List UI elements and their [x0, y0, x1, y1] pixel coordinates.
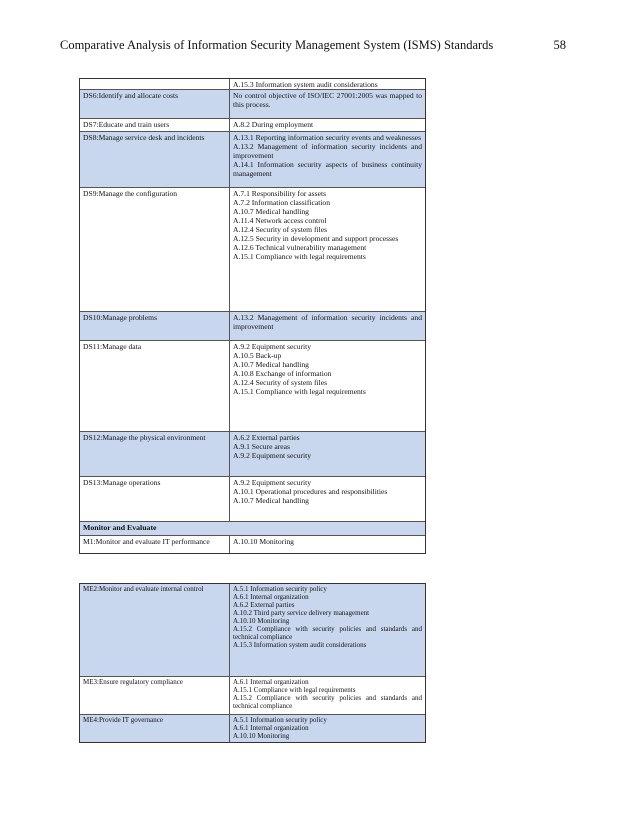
control-item: A.10.10 Monitoring: [233, 732, 290, 740]
control-item: A.5.1 Information security policy: [233, 585, 327, 593]
control-item: A.12.4 Security of system files: [233, 378, 328, 387]
control-item: A.15.1 Compliance with legal requirements: [233, 252, 366, 261]
table-row: [80, 535, 425, 553]
process-cell: ME3:Ensure regulatory compliance: [80, 677, 230, 714]
control-item: A.10.7 Medical handling: [233, 496, 309, 505]
control-item: A.9.2 Equipment security: [233, 342, 312, 351]
control-item: A.10.10 Monitoring: [233, 617, 290, 625]
control-item: A.15.3 Information system audit considerations: [233, 641, 367, 649]
control-item: A.11.4 Network access control: [233, 216, 327, 225]
page-header: [60, 35, 566, 55]
process-cell: ME2:Monitor and evaluate internal control: [80, 584, 230, 676]
document-title: Comparative Analysis of Information Security Management System (ISMS) Standards: [60, 37, 494, 52]
control-item: A.10.2 Third party service delivery management: [233, 609, 370, 617]
controls-cell: [230, 677, 425, 714]
controls-cell: [230, 119, 425, 131]
controls-cell: [230, 90, 425, 118]
control-item: A.10.7 Medical handling: [233, 207, 309, 216]
control-item: A.14.1 Information security aspects of business continuity management: [233, 160, 422, 178]
control-item: A.6.1 Internal organization: [233, 724, 309, 732]
control-item: A.10.5 Back-up: [233, 351, 282, 360]
control-item: A.15.1 Compliance with legal requirements: [233, 387, 366, 396]
control-item: A.7.2 Information classification: [233, 198, 331, 207]
control-item: No control objective of ISO/IEC 27001:2005 was mapped to this process.: [233, 91, 422, 109]
controls-cell: [230, 188, 425, 311]
table-row: [80, 676, 425, 714]
control-item: A.6.1 Internal organization: [233, 593, 309, 601]
control-item: A.13.2 Management of information security incidents and improvement: [233, 142, 422, 160]
control-item: A.12.4 Security of system files: [233, 225, 328, 234]
controls-cell: [230, 432, 425, 476]
process-cell: ME4:Provide IT governance: [80, 715, 230, 742]
control-item: A.6.1 Internal organization: [233, 678, 309, 686]
control-item: A.6.2 External parties: [233, 433, 300, 442]
mapping-table-1: [79, 78, 426, 554]
table-row: [80, 311, 425, 340]
controls-cell: [230, 79, 425, 89]
control-item: A.12.6 Technical vulnerability management: [233, 243, 367, 252]
page-number: 58: [553, 37, 566, 52]
control-item: A.10.8 Exchange of information: [233, 369, 332, 378]
control-item: A.15.3 Information system audit considerations: [233, 80, 378, 89]
process-cell: DS6:Identify and allocate costs: [80, 90, 230, 118]
controls-cell: [230, 341, 425, 431]
process-cell: DS8:Manage service desk and incidents: [80, 132, 230, 187]
control-item: A.8.2 During employment: [233, 120, 314, 129]
controls-cell: [230, 715, 425, 742]
mapping-table-2: [79, 583, 426, 743]
control-item: A.15.1 Compliance with legal requirements: [233, 686, 356, 694]
control-item: A.9.1 Secure areas: [233, 442, 290, 451]
controls-cell: [230, 312, 425, 340]
table-row: [80, 131, 425, 187]
control-item: A.5.1 Information security policy: [233, 716, 327, 724]
control-item: A.10.1 Operational procedures and responsibilities: [233, 487, 388, 496]
table-row: [80, 89, 425, 118]
table-row: [80, 714, 425, 742]
control-item: A.12.5 Security in development and support processes: [233, 234, 399, 243]
controls-cell: [230, 536, 425, 553]
controls-cell: [230, 477, 425, 521]
control-item: A.13.2 Management of information security incidents and improvement: [233, 313, 422, 331]
control-item: A.7.1 Responsibility for assets: [233, 189, 327, 198]
process-cell: DS12:Manage the physical environment: [80, 432, 230, 476]
section-heading: Monitor and Evaluate: [83, 523, 157, 532]
control-item: A.10.10 Monitoring: [233, 537, 294, 546]
control-item: A.9.2 Equipment security: [233, 478, 312, 487]
control-item: A.10.7 Medical handling: [233, 360, 309, 369]
process-cell: DS11:Manage data: [80, 341, 230, 431]
table-row: [80, 118, 425, 131]
control-item: A.13.1 Reporting information security events and weaknesses: [233, 133, 422, 142]
controls-cell: [230, 132, 425, 187]
table-row: [80, 79, 425, 89]
table-row: [80, 187, 425, 311]
control-item: A.6.2 External parties: [233, 601, 295, 609]
process-cell: M1:Monitor and evaluate IT performance: [80, 536, 230, 553]
table-row: [80, 431, 425, 476]
section-row: [80, 521, 425, 535]
process-cell: DS13:Manage operations: [80, 477, 230, 521]
controls-cell: [230, 584, 425, 676]
control-item: A.15.2 Compliance with security policies and standards and technical compliance: [233, 625, 422, 641]
table-row: [80, 340, 425, 431]
control-item: A.15.2 Compliance with security policies and standards and technical compliance: [233, 694, 422, 710]
process-cell: DS7:Educate and train users: [80, 119, 230, 131]
process-cell: [80, 79, 230, 89]
table-row: [80, 584, 425, 676]
table-row: [80, 476, 425, 521]
process-cell: DS10:Manage problems: [80, 312, 230, 340]
process-cell: DS9:Manage the configuration: [80, 188, 230, 311]
control-item: A.9.2 Equipment security: [233, 451, 312, 460]
